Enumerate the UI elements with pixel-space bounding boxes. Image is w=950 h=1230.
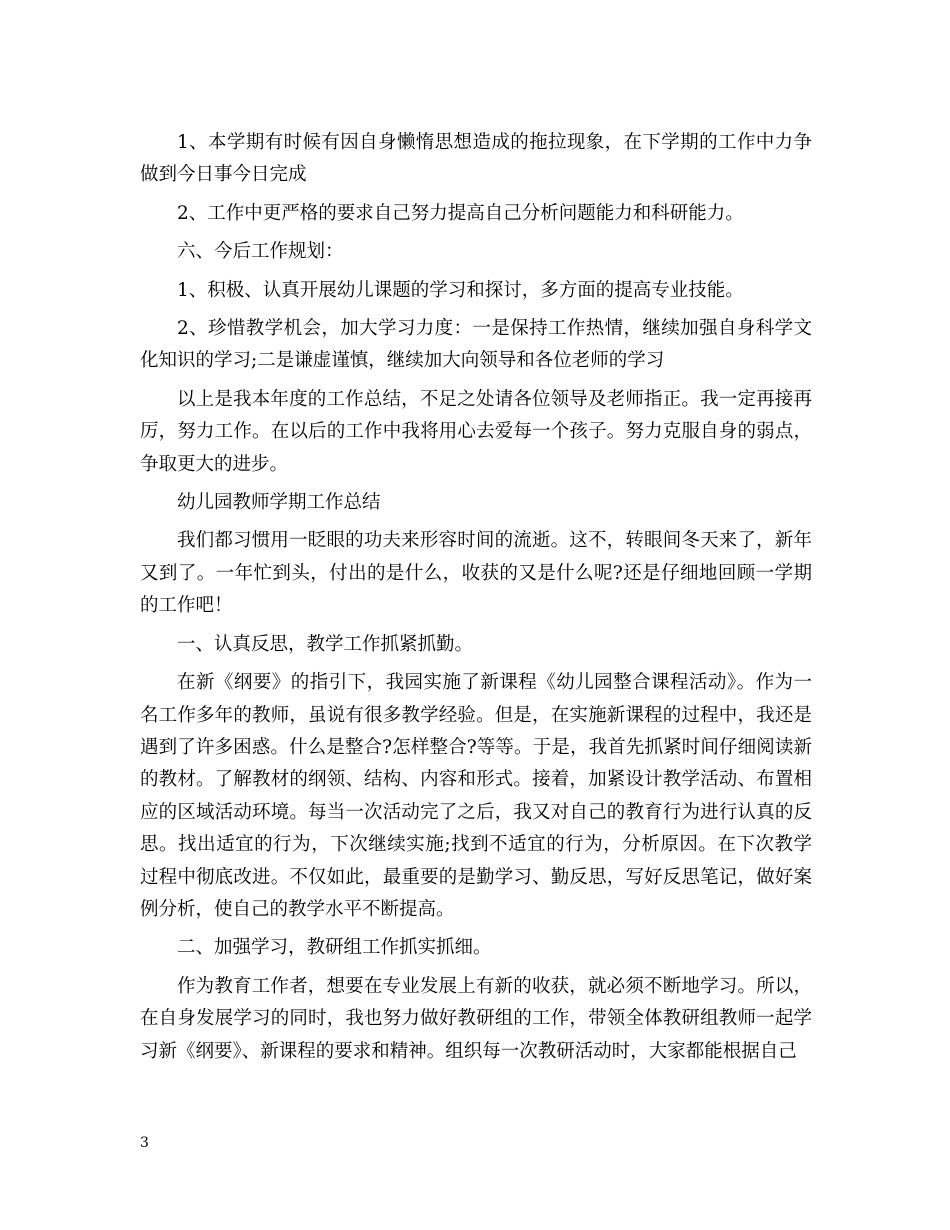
paragraph-4: 2、珍惜教学机会，加大学习力度：一是保持工作热情，继续加强自身科学文化知识的学习;二是谦虚谨慎，继续加大向领导和各位老师的学习 (140, 318, 812, 372)
document-body (140, 127, 812, 1074)
section-heading-2: 二、加强学习，教研组工作抓实抓细。 (177, 937, 492, 959)
paragraph-2: 2、工作中更严格的要求自己努力提高自己分析问题能力和科研能力。 (177, 202, 744, 224)
section-heading-6: 六、今后工作规划： (177, 241, 344, 263)
page-number: 3 (140, 1135, 149, 1151)
section-heading-1: 一、认真反思，教学工作抓紧抓勤。 (177, 633, 474, 655)
article-title: 幼儿园教师学期工作总结 (177, 492, 381, 514)
paragraph-8: 作为教育工作者，想要在专业发展上有新的收获，就必须不断地学习。所以，在自身发展学习的同时，我也努力做好教研组的工作，带领全体教研组教师一起学习新《纲要》、新课程的要求和精神。组织每一次教研活动时，大家都能根据自己 (140, 975, 812, 1062)
paragraph-3: 1、积极、认真开展幼儿课题的学习和探讨，多方面的提高专业技能。 (177, 279, 744, 301)
paragraph-1: 1、本学期有时候有因自身懒惰思想造成的拖拉现象，在下学期的工作中力争做到今日事今日完成 (140, 132, 812, 186)
paragraph-5: 以上是我本年度的工作总结，不足之处请各位领导及老师指正。我一定再接再厉，努力工作。在以后的工作中我将用心去爱每一个孩子。努力克服自身的弱点，争取更大的进步。 (140, 388, 812, 475)
paragraph-6: 我们都习惯用一眨眼的功夫来形容时间的流逝。这不，转眼间冬天来了，新年又到了。一年忙到头，付出的是什么，收获的又是什么呢?还是仔细地回顾一学期的工作吧！ (140, 530, 812, 617)
paragraph-7: 在新《纲要》的指引下，我园实施了新课程《幼儿园整合课程活动》。作为一名工作多年的教师，虽说有很多教学经验。但是，在实施新课程的过程中，我还是遇到了许多困惑。什么是整合?怎样整合?等等。于是，我首先抓紧时间仔细阅读新的教材。了解教材的纲领、结构、内容和形式。接着，加紧设计教学活动、布置相应的区域活动环境。每当一次活动完了之后，我又对自己的教育行为进行认真的反思。找出适宜的行为，下次继续实施;找到不适宜的行为，分析原因。在下次教学过程中彻底改进。不仅如此，最重要的是勤学习、勤反思，写好反思笔记，做好案例分析，使自己的教学水平不断提高。 (140, 672, 812, 920)
